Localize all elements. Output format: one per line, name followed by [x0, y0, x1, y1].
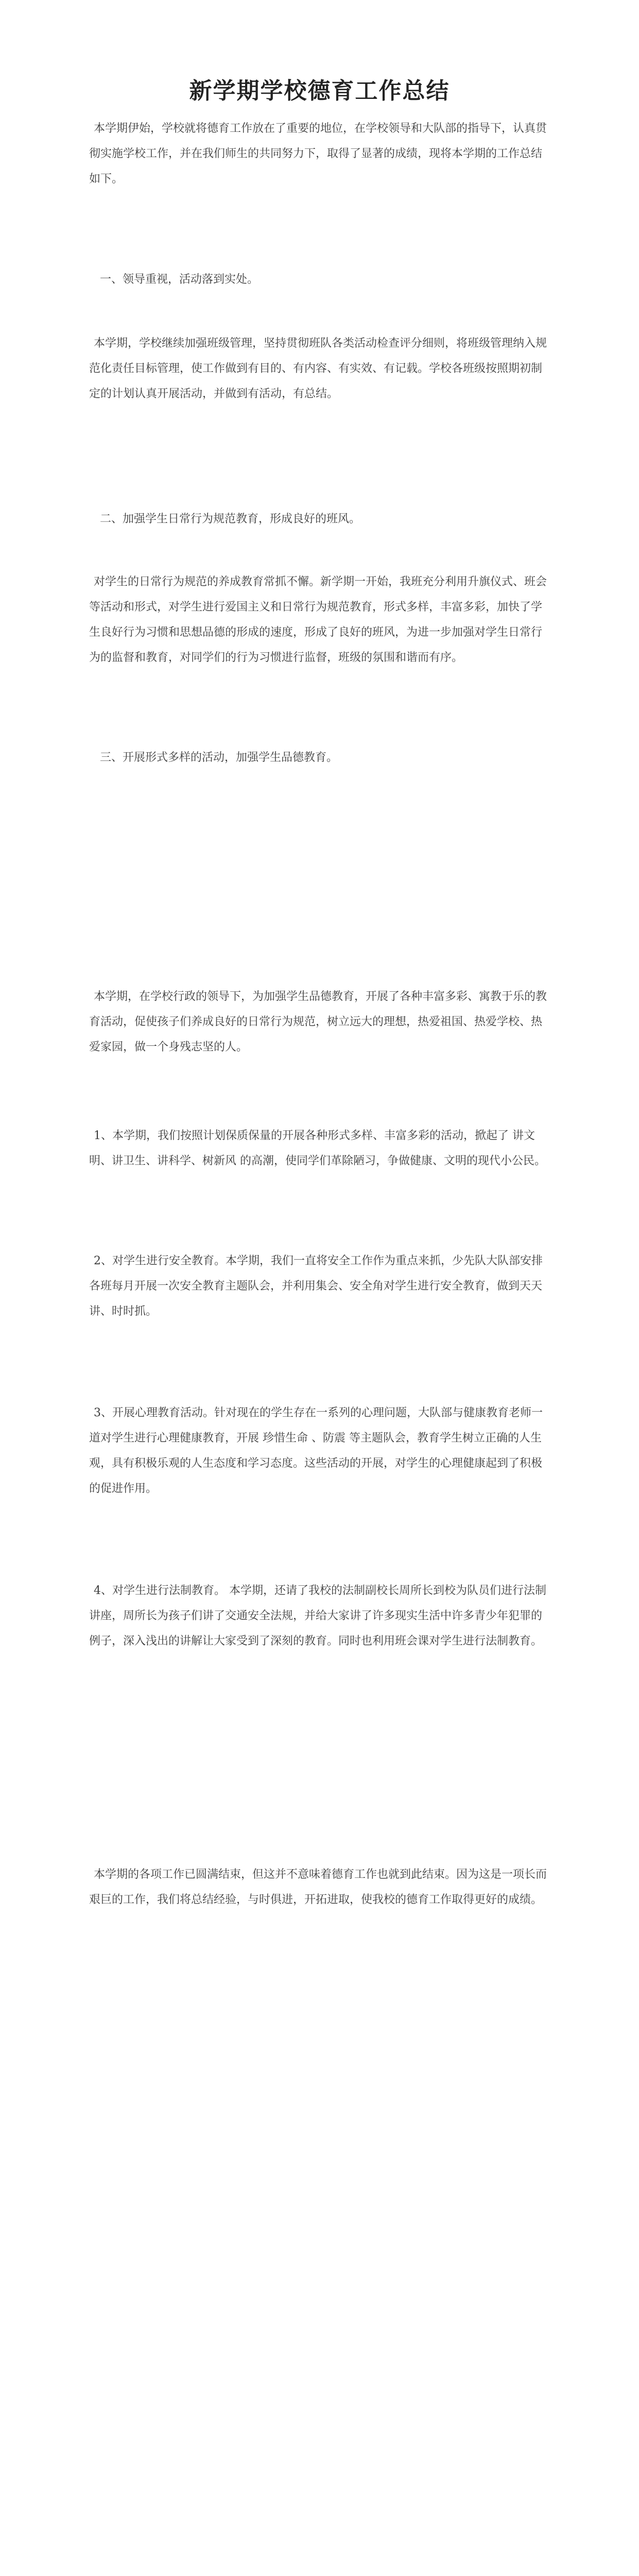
activity-item-2: 2、对学生进行安全教育。本学期，我们一直将安全工作作为重点来抓，少先队大队部安排各班每月开展一次安全教育主题队会，并利用集会、安全角对学生进行安全教育，做到天天讲、时时抓。	[89, 1255, 543, 1318]
section-2-paragraph: 对学生的日常行为规范的养成教育常抓不懈。新学期一开始，我班充分利用升旗仪式、班会等活动和形式，对学生进行爱国主义和日常行为规范教育，形式多样，丰富多彩，加快了学生良好行为习惯和思想品德的形成的速度，形成了良好的班风，为进一步加强对学生日常行为的监督和教育，对同学们的行为习惯进行监督，班级的氛围和谐而有序。	[89, 575, 547, 664]
section-3-paragraph: 本学期，在学校行政的领导下，为加强学生品德教育，开展了各种丰富多彩、寓教于乐的教育活动，促使孩子们养成良好的日常行为规范，树立远大的理想，热爱祖国、热爱学校、热爱家园，做一个身残志坚的人。	[89, 990, 547, 1054]
section-2-heading: 二、加强学生日常行为规范教育，形成良好的班风。	[100, 513, 361, 526]
intro-paragraph: 本学期伊始，学校就将德育工作放在了重要的地位，在学校领导和大队部的指导下，认真贯彻实施学校工作，并在我们师生的共同努力下，取得了显著的成绩，现将本学期的工作总结如下。	[89, 122, 547, 185]
activity-item-3: 3、开展心理教育活动。针对现在的学生存在一系列的心理问题，大队部与健康教育老师一道对学生进行心理健康教育，开展 珍惜生命 、防震 等主题队会，教育学生树立正确的人生观，具有积极乐观的人生态度和学习态度。这些活动的开展，对学生的心理健康起到了积极的促进作用。	[89, 1406, 543, 1495]
activity-item-1: 1、本学期，我们按照计划保质保量的开展各种形式多样、丰富多彩的活动，掀起了 讲文明、讲卫生、讲科学、树新风 的高潮，使同学们革除陋习，争做健康、文明的现代小公民。	[89, 1129, 546, 1167]
section-1-paragraph: 本学期，学校继续加强班级管理，坚持贯彻班队各类活动检查评分细则，将班级管理纳入规范化责任目标管理，使工作做到有目的、有内容、有实效、有记载。学校各班级按照期初制定的计划认真开展活动，并做到有活动，有总结。	[89, 337, 547, 400]
section-3-heading: 三、开展形式多样的活动，加强学生品德教育。	[100, 751, 338, 764]
conclusion-paragraph: 本学期的各项工作已圆满结束，但这并不意味着德育工作也就到此结束。因为这是一项长而艰巨的工作，我们将总结经验，与时俱进，开拓进取，使我校的德育工作取得更好的成绩。	[89, 1868, 547, 1906]
section-1-heading: 一、领导重视，活动落到实处。	[100, 273, 259, 286]
document-title: 新学期学校德育工作总结	[189, 78, 450, 104]
activity-item-4: 4、对学生进行法制教育。 本学期，还请了我校的法制副校长周所长到校为队员们进行法制讲座，周所长为孩子们讲了交通安全法规，并给大家讲了许多现实生活中许多青少年犯罪的例子，深入浅出的讲解让大家受到了深刻的教育。同时也利用班会课对学生进行法制教育。	[89, 1584, 546, 1648]
